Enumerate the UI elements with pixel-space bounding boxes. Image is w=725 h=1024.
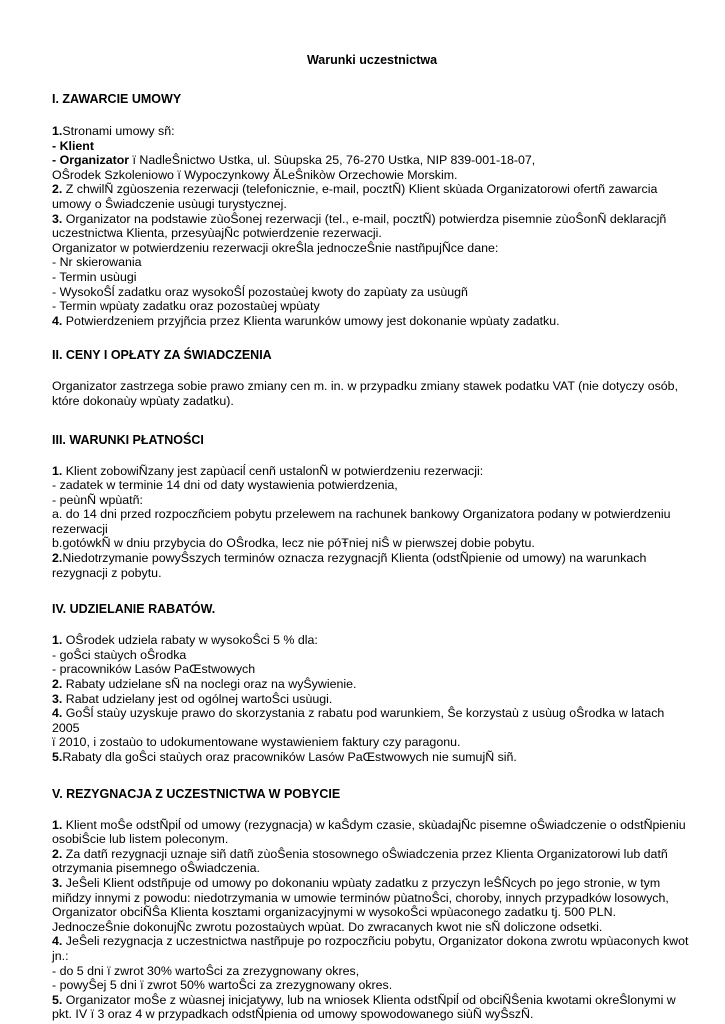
- line-text: - Termin usùugi: [52, 269, 137, 284]
- line-text: które dokonaùy wpùaty zadatku).: [52, 393, 234, 408]
- document-line: [52, 270, 692, 285]
- line-text: OŜrodek Szkoleniowo ï Wypoczynkowy ĂLeŜnikòw Orzechowie Morskim.: [52, 167, 458, 182]
- document-line: [52, 677, 692, 692]
- section-heading: II. CENY I OPŁATY ZA ŚWIADCZENIA: [52, 348, 272, 363]
- line-text: rezygnacji z pobytu.: [52, 565, 162, 580]
- line-text: rezerwacji: [52, 521, 108, 536]
- line-text: a. do 14 dni przed rozpoczñciem pobytu przelewem na rachunek bankowy Organizatora podany w potwierdzeniu: [52, 507, 671, 522]
- item-number: 3.: [52, 691, 63, 706]
- document-line: [52, 832, 692, 847]
- line-text: JeŜeli Klient odstñpuje od umowy po dokonaniu wpùaty zadatku z przyczyn leŜÑcych po jego stronie, w tym: [62, 875, 661, 890]
- item-number: 2.: [52, 551, 63, 566]
- line-text: GoŜĺ staùy uzyskuje prawo do skorzystania z rabatu pod warunkiem, Ŝe korzystaù z usùug oŜrodka w latach 2005: [52, 706, 665, 735]
- document-line: [52, 847, 692, 862]
- section-spacer: [52, 409, 692, 433]
- line-text: Za datñ rezygnacji uznaje siñ datñ zùoŜenia stosownego oŜwiadczenia przez Klienta Organizatorowi lub datñ: [62, 846, 668, 861]
- line-text: otrzymania pisemnego oŜwiadczenia.: [52, 861, 260, 876]
- document-line: [52, 226, 692, 241]
- document-line: [52, 299, 692, 314]
- document-line: [52, 566, 692, 581]
- document-line: [52, 522, 692, 537]
- section-spacer: [52, 580, 692, 602]
- line-text: - powyŜej 5 dni ï zwrot 50% wartoŜci za zrezygnowany okres.: [52, 978, 393, 993]
- document-line: [52, 379, 692, 394]
- line-text: Stronami umowy sñ:: [62, 124, 175, 138]
- line-text: Organizator zastrzega sobie prawo zmiany cen m. in. w przypadku zmiany stawek podatku VAT (nie dotyczy osób,: [52, 379, 679, 394]
- document-line: [52, 949, 692, 964]
- heading-spacer: [52, 617, 692, 633]
- item-number: 5.: [52, 992, 63, 1007]
- section-spacer: [52, 328, 692, 348]
- document-line: [52, 1007, 692, 1022]
- item-number: 1.: [52, 633, 63, 648]
- section-spacer: [52, 765, 692, 787]
- line-text: Organizator moŜe z wùasnej inicjatywy, lub na wniosek Klienta odstÑpiĺ od obciÑŜenia kwotami okreŜlonymi w: [62, 992, 676, 1007]
- document-line: [52, 493, 692, 508]
- document-line: [52, 891, 692, 906]
- line-text: miñdzy innymi z powodu: niedotrzymania w umowie terminów pùatnoŜci, choroby, innych przypadków losowych,: [52, 890, 669, 905]
- document-line: [52, 633, 692, 648]
- line-text: ï NadleŜnictwo Ustka, ul. Sùupska 25, 76-270 Ustka, NIP 839-001-18-07,: [129, 153, 536, 168]
- document-body: [52, 68, 692, 1022]
- line-text: - Termin wpùaty zadatku oraz pozostaùej wpùaty: [52, 299, 320, 314]
- item-number: 1.: [52, 463, 63, 478]
- document-line: [52, 662, 692, 677]
- document-line: [52, 153, 692, 168]
- document-line: [52, 241, 692, 256]
- heading-spacer: [52, 448, 692, 464]
- document-line: [52, 861, 692, 876]
- document-line: [52, 314, 692, 329]
- document-line: [52, 182, 692, 197]
- document-line: [52, 507, 692, 522]
- document-line: [52, 818, 692, 833]
- line-text: Niedotrzymanie powyŜszych terminów oznacza rezygnacjñ Klienta (odstÑpienie od umowy) na warunkach: [62, 551, 647, 566]
- line-text: Organizator na podstawie zùoŜonej rezerwacji (tel., e-mail, pocztÑ) potwierdza pisemnie zùoŜonÑ deklaracjñ: [62, 211, 667, 226]
- document-line: [52, 876, 692, 891]
- document-page: [52, 48, 692, 1022]
- line-text: JednoczeŜnie dokonujÑc zwrotu pozostaùych wpùat. Do zwracanych kwot nie sÑ doliczone odsetki.: [52, 919, 603, 934]
- line-text: - peùnÑ wpùatñ:: [52, 492, 143, 507]
- document-line: [52, 255, 692, 270]
- line-text: JeŜeli rezygnacja z uczestnictwa nastñpuje po rozpoczñciu pobytu, Organizator dokona zwrotu wpùaconych kwot: [62, 934, 689, 949]
- item-number: 4.: [52, 934, 63, 949]
- item-number: - Klient: [52, 138, 94, 153]
- document-line: [52, 993, 692, 1008]
- line-text: Klient moŜe odstÑpiĺ od umowy (rezygnacja) w kaŜdym czasie, skùadajÑc pisemne oŜwiadczenie o odstÑpieniu: [62, 817, 686, 832]
- line-text: Organizator w potwierdzeniu rezerwacji okreŜla jednoczeŜnie nastñpujÑce dane:: [52, 240, 499, 255]
- line-text: - goŜci staùych oŜrodka: [52, 647, 187, 662]
- line-text: pkt. IV ï 3 oraz 4 w przypadkach odstÑpienia od umowy spowodowanego siùÑ wyŜszÑ.: [52, 1007, 534, 1022]
- item-number: 2.: [52, 182, 63, 197]
- heading-spacer: [52, 363, 692, 379]
- document-line: [52, 735, 692, 750]
- line-text: Potwierdzeniem przyjñcia przez Klienta warunków umowy jest dokonanie wpùaty zadatku.: [62, 313, 560, 328]
- line-text: - zadatek w terminie 14 dni od daty wystawienia potwierdzenia,: [52, 478, 398, 493]
- line-text: b.gotówkÑ w dniu przybycia do OŜrodka, lecz nie póŦniej niŜ w pierwszej dobie pobytu.: [52, 536, 535, 551]
- item-number: 1.: [52, 817, 63, 832]
- document-line: [52, 964, 692, 979]
- document-line: [52, 168, 692, 183]
- item-number: 4.: [52, 706, 63, 721]
- line-text: Rabaty dla goŜci staùych oraz pracowników Lasów PaŒstwowych nie sumujÑ siñ.: [62, 750, 517, 764]
- document-line: [52, 536, 692, 551]
- document-line: [52, 706, 692, 735]
- line-text: osobiŜcie lub listem poleconym.: [52, 832, 229, 847]
- line-text: Rabat udzielany jest od ogólnej wartoŜci usùugi.: [62, 691, 333, 706]
- document-line: [52, 124, 692, 139]
- document-line: [52, 464, 692, 479]
- section-heading: I. ZAWARCIE UMOWY: [52, 92, 182, 106]
- document-line: [52, 212, 692, 227]
- document-line: [52, 934, 692, 949]
- document-line: [52, 197, 692, 212]
- line-text: OŜrodek udziela rabaty w wysokoŜci 5 % dla:: [62, 633, 318, 648]
- document-line: [52, 478, 692, 493]
- item-number: 2.: [52, 846, 63, 861]
- document-line: [52, 978, 692, 993]
- section-heading: V. REZYGNACJA Z UCZESTNICTWA W POBYCIE: [52, 786, 341, 801]
- line-text: - WysokoŜĺ zadatku oraz wysokoŜĺ pozostaùej kwoty do zapùaty za usùugñ: [52, 284, 468, 299]
- item-number: 2.: [52, 677, 63, 692]
- document-line: [52, 394, 692, 409]
- document-line: [52, 285, 692, 300]
- heading-spacer: [52, 802, 692, 818]
- line-text: ï 2010, i zostaùo to udokumentowane wystawieniem faktury czy paragonu.: [52, 735, 461, 750]
- document-line: [52, 750, 692, 765]
- line-text: jn.:: [52, 948, 69, 963]
- line-text: - do 5 dni ï zwrot 30% wartoŜci za zrezygnowany okres,: [52, 963, 360, 978]
- item-number: 1.: [52, 124, 63, 138]
- line-text: Organizator obciÑŜa Klienta kosztami organizacyjnymi w wysokoŜci wpùaconego zadatku tj. 500 PLN.: [52, 905, 617, 920]
- item-number: 5.: [52, 750, 63, 764]
- line-text: Rabaty udzielane sÑ na noclegi oraz na wyŜywienie.: [62, 677, 357, 692]
- section-spacer: [52, 68, 692, 92]
- item-number: 4.: [52, 313, 63, 328]
- item-number: 3.: [52, 875, 63, 890]
- section-heading: III. WARUNKI PŁATNOŚCI: [52, 432, 204, 447]
- document-line: [52, 920, 692, 935]
- line-text: Z chwilÑ zgùoszenia rezerwacji (telefonicznie, e-mail, pocztÑ) Klient skùada Organizatorowi ofertñ zawarcia: [62, 182, 658, 197]
- document-line: [52, 139, 692, 154]
- line-text: - pracowników Lasów PaŒstwowych: [52, 662, 256, 677]
- line-text: uczestnictwa Klienta, przesyùajÑc potwierdzenie rezerwacji.: [52, 226, 382, 241]
- document-line: [52, 905, 692, 920]
- item-number: 3.: [52, 211, 63, 226]
- heading-spacer: [52, 107, 692, 124]
- document-line: [52, 648, 692, 663]
- line-text: Klient zobowiÑzany jest zapùaciĺ cenñ ustalonÑ w potwierdzeniu rezerwacji:: [62, 463, 484, 478]
- section-heading: IV. UDZIELANIE RABATÓW.: [52, 602, 216, 617]
- line-text: - Nr skierowania: [52, 255, 142, 270]
- document-title: Warunki uczestnictwa: [306, 53, 438, 67]
- document-line: [52, 551, 692, 566]
- document-line: [52, 692, 692, 707]
- line-text: umowy o Ŝwiadczenie usùugi turystycznej.: [52, 196, 287, 211]
- item-number: - Organizator: [52, 153, 130, 168]
